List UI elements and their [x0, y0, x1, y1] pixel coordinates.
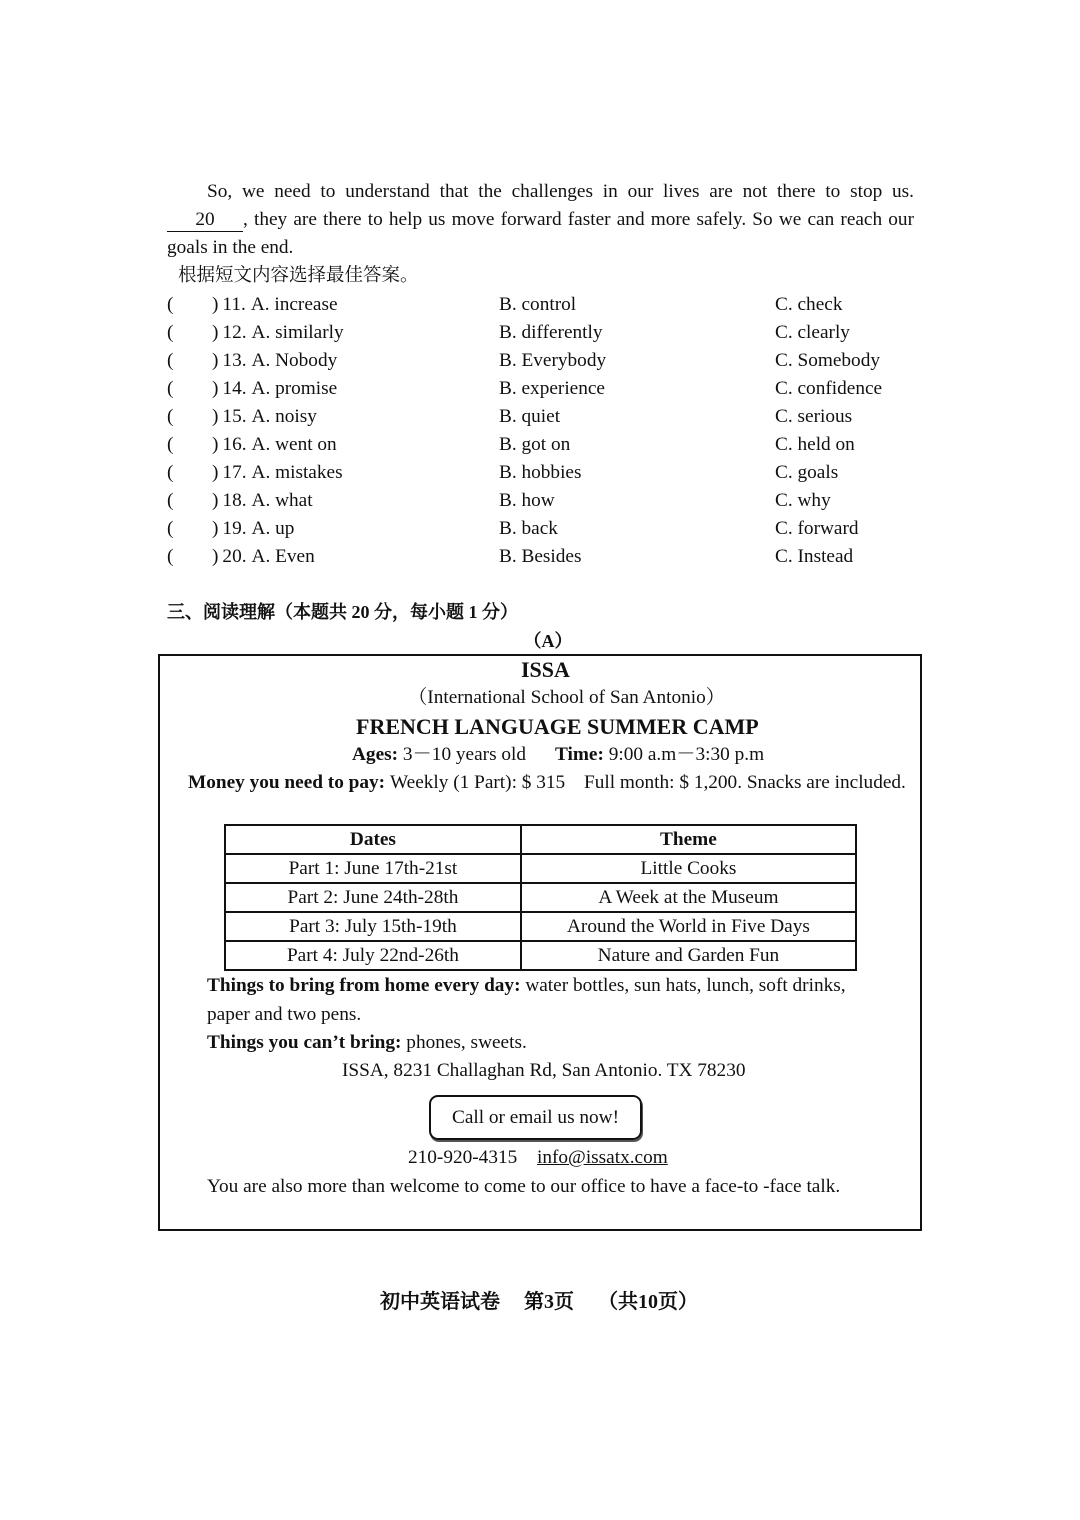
- cell-dates: Part 2: June 24th-28th: [225, 883, 521, 912]
- answer-bracket-close: ): [212, 350, 219, 371]
- option-a: A. went on: [251, 434, 337, 455]
- table-row: [225, 941, 856, 970]
- question-row: [0, 319, 1080, 347]
- option-c: C. Somebody: [775, 350, 880, 371]
- option-c: C. goals: [775, 462, 839, 483]
- question-number: 15.: [222, 406, 247, 427]
- section-title: 三、阅读理解（本题共 20 分，每小题 1 分）: [167, 602, 518, 622]
- option-b: B. control: [499, 294, 577, 315]
- cell-dates: Part 4: July 22nd-26th: [225, 941, 521, 970]
- answer-bracket-open: (: [167, 518, 174, 539]
- phone-number: 210-920-4315: [408, 1147, 518, 1168]
- question-row: [0, 375, 1080, 403]
- answer-bracket-close: ): [212, 378, 219, 399]
- question-row: [0, 515, 1080, 543]
- schedule-table: [224, 824, 857, 971]
- answer-bracket-close: ): [212, 322, 219, 343]
- question-number: 11.: [222, 294, 246, 315]
- question-stem: [212, 347, 337, 375]
- fee-month: Full month: $ 1,200. Snacks are included.: [584, 772, 906, 793]
- option-a: A. up: [251, 518, 295, 539]
- answer-bracket-close: ): [212, 434, 219, 455]
- option-b: B. how: [499, 490, 555, 511]
- cell-theme: Around the World in Five Days: [521, 912, 856, 941]
- answer-bracket-open: (: [167, 378, 174, 399]
- option-b: B. differently: [499, 322, 603, 343]
- answer-bracket-close: ): [212, 490, 219, 511]
- option-b: B. back: [499, 518, 558, 539]
- header-theme: Theme: [521, 825, 856, 854]
- camp-ad-box: [158, 654, 922, 1231]
- question-stem: [212, 375, 337, 403]
- question-row: [0, 543, 1080, 571]
- question-list: [0, 291, 1080, 571]
- cell-dates: Part 1: June 17th-21st: [225, 854, 521, 883]
- bring-list: [207, 973, 846, 999]
- ad-headline: FRENCH LANGUAGE SUMMER CAMP: [356, 714, 759, 739]
- answer-bracket-open: (: [167, 462, 174, 483]
- bring-items: water bottles, sun hats, lunch, soft drinks,: [525, 975, 846, 996]
- blank-20: 20: [167, 209, 243, 232]
- cell-dates: Part 3: July 15th-19th: [225, 912, 521, 941]
- fee-weekly: Weekly (1 Part): $ 315: [390, 772, 566, 793]
- answer-bracket-open: (: [167, 350, 174, 371]
- option-c: C. forward: [775, 518, 859, 539]
- answer-bracket-open: (: [167, 294, 174, 315]
- passage-line-2-text: , they are there to help us move forward faster and more safely. So we can reach our: [243, 209, 914, 230]
- option-c: C. why: [775, 490, 831, 511]
- call-to-action-box: Call or email us now!: [429, 1095, 642, 1140]
- option-c: C. check: [775, 294, 843, 315]
- footer-paper-title: 初中英语试卷: [380, 1291, 500, 1313]
- question-row: [0, 431, 1080, 459]
- answer-bracket-open: (: [167, 434, 174, 455]
- question-number: 16.: [222, 434, 247, 455]
- answer-bracket-open: (: [167, 490, 174, 511]
- ages-info: [352, 742, 526, 768]
- option-c: C. held on: [775, 434, 855, 455]
- passage-line-1: So, we need to understand that the challenges in our lives are not there to stop us.: [207, 181, 914, 202]
- option-a: A. promise: [251, 378, 338, 399]
- passage-line-2: [167, 206, 914, 234]
- option-a: A. mistakes: [251, 462, 343, 483]
- question-stem: [212, 543, 315, 571]
- time-value: 9:00 a.m－3:30 p.m: [608, 744, 765, 765]
- bring-items-continued: paper and two pens.: [207, 1004, 362, 1025]
- table-row: [225, 854, 856, 883]
- cannot-bring-list: [207, 1030, 527, 1056]
- option-c: C. serious: [775, 406, 853, 427]
- question-row: [0, 459, 1080, 487]
- answer-bracket-open: (: [167, 546, 174, 567]
- footer-total-pages: （共10页）: [598, 1291, 698, 1313]
- option-c: C. clearly: [775, 322, 850, 343]
- header-dates: Dates: [225, 825, 521, 854]
- option-c: C. Instead: [775, 546, 854, 567]
- question-stem: [212, 515, 294, 543]
- question-stem: [212, 431, 337, 459]
- question-row: [0, 487, 1080, 515]
- answer-bracket-open: (: [167, 406, 174, 427]
- table-row: [225, 912, 856, 941]
- question-row: [0, 403, 1080, 431]
- answer-bracket-close: ): [212, 546, 219, 567]
- cell-theme: Little Cooks: [521, 854, 856, 883]
- cannot-bring-label: Things you can’t bring:: [207, 1032, 402, 1053]
- answer-bracket-close: ): [212, 518, 219, 539]
- question-stem: [212, 319, 344, 347]
- option-b: B. quiet: [499, 406, 561, 427]
- email-link[interactable]: info@issatx.com: [537, 1147, 668, 1168]
- table-header-row: [225, 825, 856, 854]
- closing-note: You are also more than welcome to come to our office to have a face-to -face talk.: [207, 1176, 841, 1197]
- cannot-bring-items: phones, sweets.: [406, 1032, 527, 1053]
- ad-school-name: ISSA: [521, 657, 570, 682]
- question-number: 17.: [222, 462, 247, 483]
- option-a: A. similarly: [251, 322, 344, 343]
- option-a: A. increase: [250, 294, 338, 315]
- option-a: A. what: [251, 490, 313, 511]
- option-b: B. got on: [499, 434, 571, 455]
- cell-theme: Nature and Garden Fun: [521, 941, 856, 970]
- question-stem: [212, 487, 313, 515]
- option-c: C. confidence: [775, 378, 883, 399]
- option-a: A. Nobody: [251, 350, 338, 371]
- option-b: B. Besides: [499, 546, 582, 567]
- part-label: （A）: [523, 631, 573, 651]
- ages-value: 3－10 years old: [402, 744, 527, 765]
- question-stem: [212, 403, 317, 431]
- question-number: 14.: [222, 378, 247, 399]
- question-number: 18.: [222, 490, 247, 511]
- ages-label: Ages:: [352, 744, 399, 765]
- answer-bracket-close: ): [212, 462, 219, 483]
- question-number: 19.: [222, 518, 247, 539]
- question-stem: [212, 291, 338, 319]
- bring-label: Things to bring from home every day:: [207, 975, 521, 996]
- table-row: [225, 883, 856, 912]
- option-b: B. experience: [499, 378, 605, 399]
- question-stem: [212, 459, 343, 487]
- passage-line-3: goals in the end.: [167, 237, 294, 258]
- footer-page-number: 第3页: [524, 1291, 574, 1313]
- answer-bracket-close: ): [212, 294, 219, 315]
- question-row: [0, 347, 1080, 375]
- time-info: [555, 742, 764, 768]
- option-b: B. hobbies: [499, 462, 582, 483]
- question-number: 20.: [222, 546, 247, 567]
- ad-school-full-name: （International School of San Antonio）: [408, 687, 726, 708]
- address: ISSA, 8231 Challaghan Rd, San Antonio. TX 78230: [342, 1060, 746, 1081]
- answer-bracket-open: (: [167, 322, 174, 343]
- question-number: 12.: [222, 322, 247, 343]
- option-a: A. noisy: [251, 406, 317, 427]
- answer-bracket-close: ): [212, 406, 219, 427]
- question-row: [0, 291, 1080, 319]
- time-label: Time:: [555, 744, 604, 765]
- question-number: 13.: [222, 350, 247, 371]
- fee-label: Money you need to pay:: [188, 772, 386, 793]
- cell-theme: A Week at the Museum: [521, 883, 856, 912]
- option-a: A. Even: [251, 546, 315, 567]
- instruction: 根据短文内容选择最佳答案。: [178, 266, 419, 286]
- option-b: B. Everybody: [499, 350, 607, 371]
